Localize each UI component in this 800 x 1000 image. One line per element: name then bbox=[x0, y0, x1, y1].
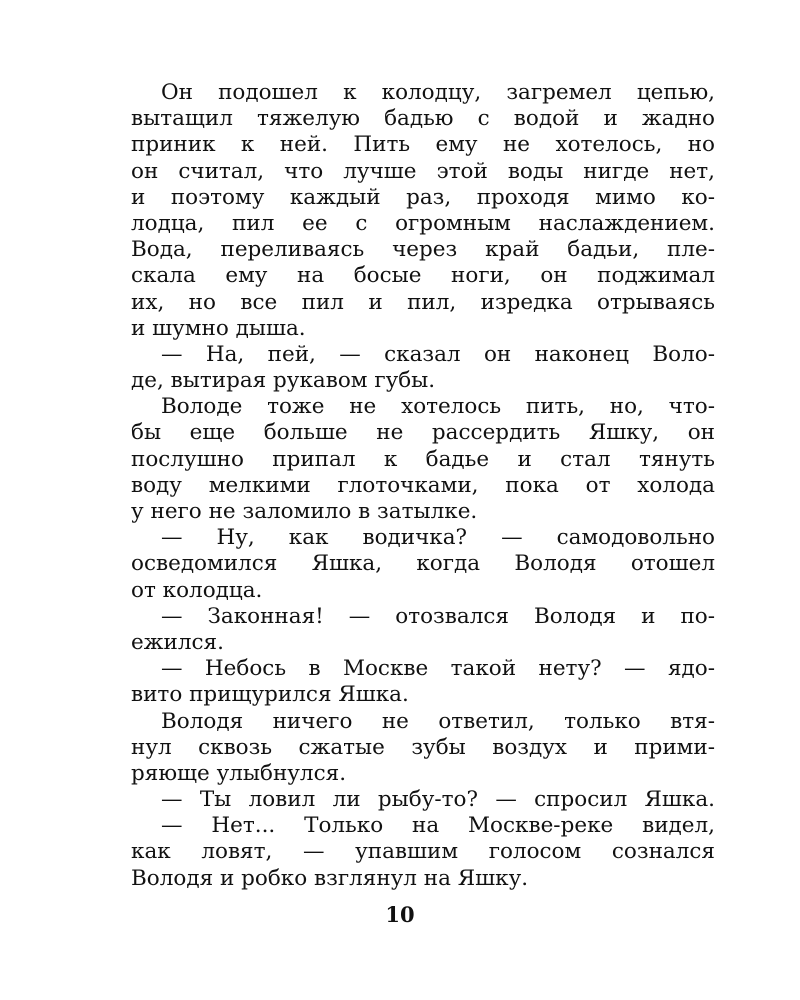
text-line: вытащил тяжелую бадью с водой и жадно bbox=[131, 106, 715, 132]
text-line: Володе тоже не хотелось пить, но, что- bbox=[161, 394, 715, 420]
text-line: воду мелкими глоточками, пока от холода bbox=[131, 472, 715, 498]
text-line: нул сквозь сжатые зубы воздух и прими- bbox=[131, 734, 715, 760]
text-line: — Законная! — отозвался Володя и по- bbox=[161, 603, 715, 629]
text-line: бы еще больше не рассердить Яшку, он bbox=[131, 420, 715, 446]
text-line: от колодца. bbox=[131, 577, 263, 603]
text-line: Он подошел к колодцу, загремел цепью, bbox=[161, 80, 715, 105]
text-line: скала ему на босые ноги, он поджимал bbox=[131, 263, 715, 289]
text-line: Володя ничего не ответил, только втя- bbox=[161, 708, 715, 734]
text-line: де, вытирая рукавом губы. bbox=[131, 368, 436, 394]
text-line: и поэтому каждый раз, проходя мимо ко- bbox=[131, 184, 715, 210]
text-line: Вода, переливаясь через край бадьи, пле- bbox=[131, 237, 715, 263]
text-line: — На, пей, — сказал он наконец Воло- bbox=[161, 341, 715, 367]
text-line: Володя и робко взглянул на Яшку. bbox=[131, 865, 529, 891]
text-line: — Нет... Только на Москве-реке видел, bbox=[161, 813, 715, 839]
text-line: послушно припал к бадье и стал тянуть bbox=[131, 446, 715, 472]
body-text bbox=[131, 80, 715, 892]
text-line: лодца, пил ее с огромным наслаждением. bbox=[131, 210, 715, 236]
text-line: он считал, что лучше этой воды нигде нет, bbox=[131, 158, 715, 184]
text-line: осведомился Яшка, когда Володя отошел bbox=[131, 551, 715, 577]
text-line: и шумно дыша. bbox=[131, 315, 306, 341]
text-line: у него не заломило в затылке. bbox=[131, 499, 478, 524]
text-line: ряюще улыбнулся. bbox=[131, 760, 347, 786]
text-line: как ловят, — упавшим голосом сознался bbox=[131, 839, 715, 865]
text-line: их, но все пил и пил, изредка отрываясь bbox=[131, 289, 715, 315]
text-line: вито прищурился Яшка. bbox=[131, 682, 409, 708]
text-line: — Ну, как водичка? — самодовольно bbox=[161, 525, 715, 551]
text-line: приник к ней. Пить ему не хотелось, но bbox=[131, 132, 715, 158]
text-line: — Ты ловил ли рыбу-то? — спросил Яшка. bbox=[161, 787, 715, 813]
page-number: 10 bbox=[385, 902, 415, 927]
text-line: ежился. bbox=[131, 629, 224, 655]
text-line: — Небось в Москве такой нету? — ядо- bbox=[161, 656, 715, 682]
